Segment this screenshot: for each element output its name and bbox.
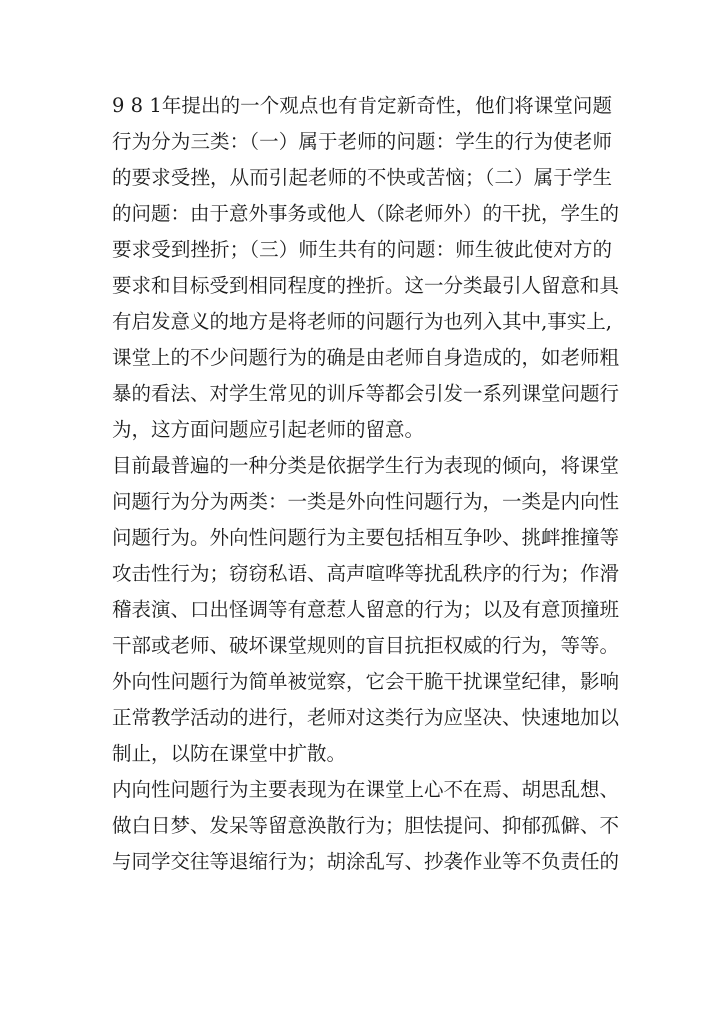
text-line-21: 做白日梦、发呆等留意涣散行为；胆怯提问、抑郁孤僻、不 <box>112 814 620 837</box>
text-line-11: 目前最普遍的一种分类是依据学生行为表现的倾向，将课堂 <box>112 454 620 477</box>
text-line-1: 9 8 1年提出的一个观点也有肯定新奇性，他们将课堂问题 <box>112 94 612 117</box>
text-line-9: 暴的看法、对学生常见的训斥等都会引发一系列课堂问题行 <box>112 382 620 405</box>
text-line-6: 要求和目标受到相同程度的挫折。这一分类最引人留意和具 <box>112 274 620 297</box>
text-line-18: 正常教学活动的进行，老师对这类行为应坚决、快速地加以 <box>112 706 620 729</box>
text-line-15: 稽表演、口出怪调等有意惹人留意的行为；以及有意顶撞班 <box>112 598 620 621</box>
text-line-7: 有启发意义的地方是将老师的问题行为也列入其中,事实上, <box>112 310 612 333</box>
text-line-20: 内向性问题行为主要表现为在课堂上心不在焉、胡思乱想、 <box>112 778 620 801</box>
text-line-17: 外向性问题行为简单被觉察，它会干脆干扰课堂纪律，影响 <box>112 670 620 693</box>
document-body <box>112 88 620 880</box>
text-line-5: 要求受到挫折；（三）师生共有的问题：师生彼此使对方的 <box>112 238 612 261</box>
text-line-10: 为，这方面问题应引起老师的留意。 <box>112 418 425 441</box>
text-line-13: 问题行为。外向性问题行为主要包括相互争吵、挑衅推撞等 <box>112 526 620 549</box>
text-line-22: 与同学交往等退缩行为；胡涂乱写、抄袭作业等不负责任的 <box>112 850 620 873</box>
text-line-8: 课堂上的不少问题行为的确是由老师自身造成的，如老师粗 <box>112 346 620 369</box>
text-line-2: 行为分为三类：（一）属于老师的问题：学生的行为使老师 <box>112 130 612 153</box>
text-line-19: 制止，以防在课堂中扩散。 <box>112 742 347 765</box>
text-line-16: 干部或老师、破坏课堂规则的盲目抗拒权威的行为，等等。 <box>112 634 620 657</box>
text-line-3: 的要求受挫，从而引起老师的不快或苦恼；（二）属于学生 <box>112 166 612 189</box>
text-line-4: 的问题：由于意外事务或他人（除老师外）的干扰，学生的 <box>112 202 620 225</box>
text-line-14: 攻击性行为；窃窃私语、高声喧哗等扰乱秩序的行为；作滑 <box>112 562 620 585</box>
text-line-12: 问题行为分为两类：一类是外向性问题行为，一类是内向性 <box>112 490 620 513</box>
